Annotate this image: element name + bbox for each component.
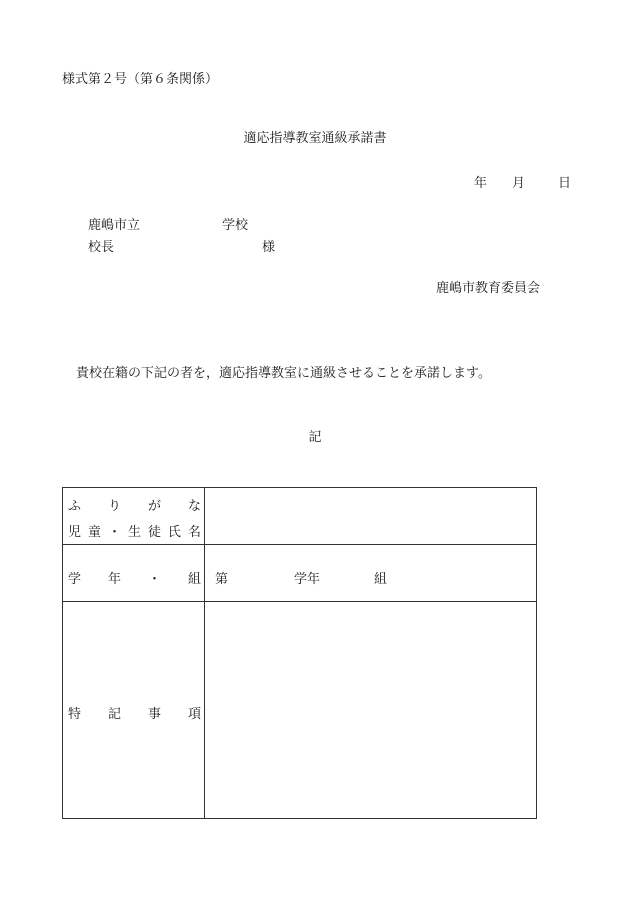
addressee-honorific: 様	[262, 240, 276, 255]
notes-char: 事	[147, 707, 161, 722]
grade-char: ・	[147, 572, 161, 587]
grade-class-label	[68, 568, 201, 587]
grade-char: 組	[187, 572, 201, 587]
furigana-char: が	[147, 499, 161, 514]
special-notes-label	[68, 703, 201, 722]
grade-char: 学	[68, 572, 82, 587]
name-char: 名	[187, 525, 201, 540]
name-char: 生	[127, 525, 141, 540]
grade-year-suffix: 学年	[294, 572, 321, 587]
sender: 鹿嶋市教育委員会	[436, 281, 541, 296]
date-year-label: 年	[474, 176, 488, 191]
addressee-school-suffix: 学校	[222, 218, 249, 233]
addressee-principal: 校長	[88, 240, 115, 255]
grade-class-row	[63, 545, 536, 602]
date-month-label: 月	[512, 176, 526, 191]
notes-char: 項	[187, 707, 201, 722]
name-char: 童	[87, 525, 101, 540]
name-char: 氏	[167, 525, 181, 540]
body-text: 貴校在籍の下記の者を，適応指導教室に通級させることを承諾します。	[76, 366, 491, 381]
ki-heading: 記	[308, 430, 322, 445]
furigana-label	[68, 495, 201, 514]
addressee-school-prefix: 鹿嶋市立	[88, 218, 141, 233]
document-title: 適応指導教室通級承諾書	[243, 131, 387, 146]
form-number: 様式第２号（第６条関係）	[62, 72, 219, 87]
notes-char: 特	[68, 707, 82, 722]
name-char: 徒	[147, 525, 161, 540]
furigana-char: り	[107, 499, 121, 514]
special-notes-row	[63, 602, 536, 818]
grade-char: 年	[107, 572, 121, 587]
student-name-row	[63, 488, 536, 545]
date-day-label: 日	[558, 176, 572, 191]
name-char: ・	[107, 525, 121, 540]
name-char: 児	[68, 525, 82, 540]
date-line	[474, 172, 571, 191]
notes-char: 記	[107, 707, 121, 722]
furigana-char: な	[187, 499, 201, 514]
grade-dai: 第	[215, 572, 229, 587]
furigana-char: ふ	[68, 499, 82, 514]
form-table	[62, 487, 537, 819]
grade-class-suffix: 組	[374, 572, 388, 587]
student-name-label	[68, 521, 201, 540]
